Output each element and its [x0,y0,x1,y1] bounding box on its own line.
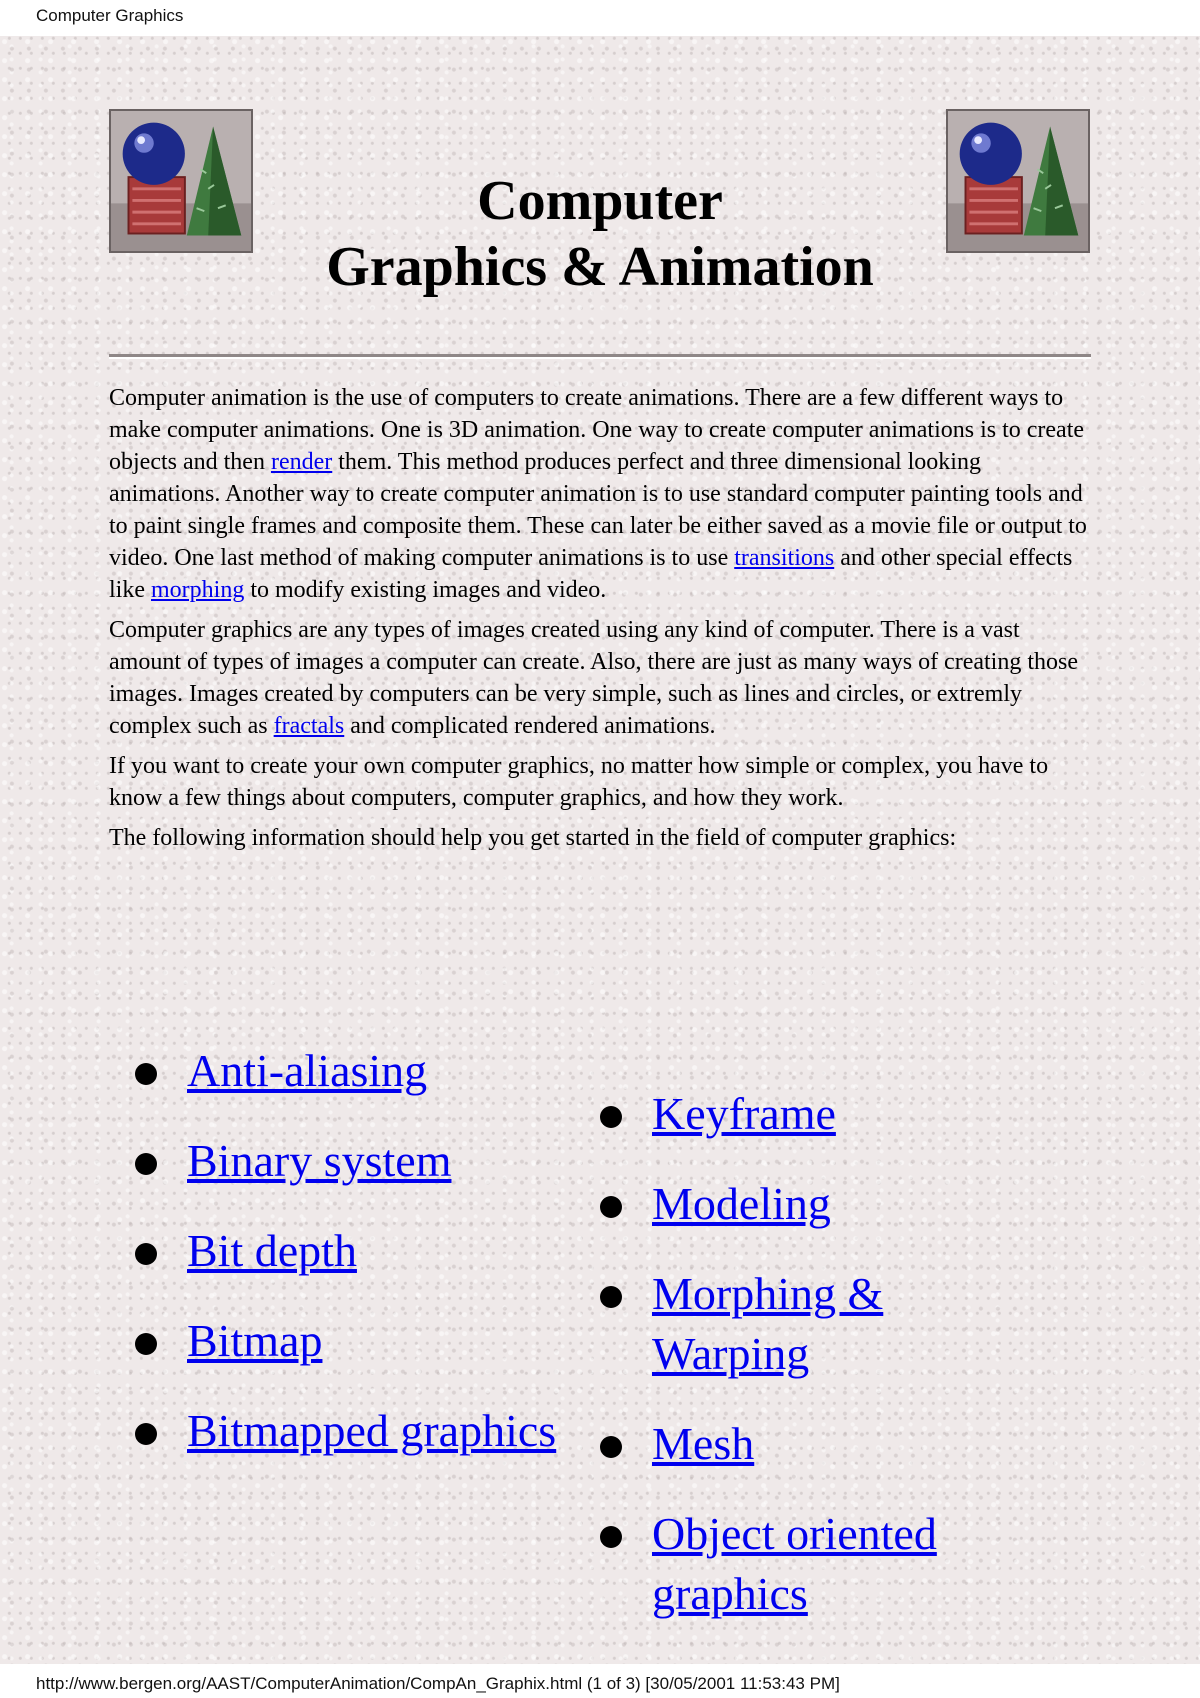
paragraph-create-your-own: If you want to create your own computer graphics, no matter how simple or complex, you have to know a few things about computers, computer graphics, and how they work. [109,753,1049,811]
print-page-title: Computer Graphics [36,6,184,25]
list-item [600,1504,1040,1624]
bullet-icon [135,1153,157,1175]
list-item [135,1131,575,1191]
topic-list-left [135,1041,575,1491]
list-item [135,1311,575,1371]
topic-link-morphing-warping[interactable]: Morphing & Warping [652,1268,884,1379]
article-body [109,382,1097,862]
bullet-icon [600,1196,622,1218]
page-content [0,36,1200,1664]
list-item [135,1401,575,1461]
paragraph-text: Computer graphics are any types of images created using any kind of computer. There is a vast amount of types of images a computer can create. Also, there are just as many ways of creating those images. Images created by computers can be very simple, such as lines and circles, or extremly complex such as [109,617,1078,739]
bullet-icon [135,1063,157,1085]
list-item [600,1414,1040,1474]
topic-link-object-oriented-graphics[interactable]: Object oriented graphics [652,1508,937,1619]
render-link[interactable]: render [270,449,333,475]
topic-link-bit-depth[interactable]: Bit depth [187,1225,357,1276]
bullet-icon [600,1286,622,1308]
topic-link-keyframe[interactable]: Keyframe [652,1088,836,1139]
bullet-icon [600,1526,622,1548]
topic-link-modeling[interactable]: Modeling [652,1178,831,1229]
bullet-icon [135,1423,157,1445]
topic-link-anti-aliasing[interactable]: Anti-aliasing [187,1045,428,1096]
bullet-icon [600,1106,622,1128]
paragraph-text: to modify existing images and video. [244,577,607,603]
paragraph-text: Computer animation is the use of computers to create animations. There are a few different ways to make computer animations. One is 3D animation. One way to create computer animations is to create objects and then [109,385,1085,475]
fractals-link[interactable]: fractals [273,713,345,739]
topic-link-bitmapped-graphics[interactable]: Bitmapped graphics [187,1405,557,1456]
topic-link-binary-system[interactable]: Binary system [187,1135,452,1186]
bullet-icon [600,1436,622,1458]
morphing-link[interactable]: morphing [151,577,245,603]
bullet-icon [135,1333,157,1355]
paragraph-text: them. This method produces perfect and three dimensional looking animations. Another way to create computer animation is to use standard computer painting tools and to paint single frames and composite them. These can later be either saved as a movie file or output to video. One last method of making computer animations is to use [109,449,1087,571]
bullet-icon [135,1243,157,1265]
topic-link-bitmap[interactable]: Bitmap [187,1315,323,1366]
paragraph-following-info: The following information should help you get started in the field of computer graphics: [109,825,957,851]
horizontal-divider [109,354,1091,359]
list-item [600,1264,1040,1384]
list-item [135,1221,575,1281]
paragraph-computer-animation [109,382,1097,606]
print-page-url-footer: http://www.bergen.org/AAST/ComputerAnimation/CompAn_Graphix.html (1 of 3) [30/05/2001 11:53:43 PM] [36,1674,840,1693]
page-title [200,168,1000,300]
list-item [135,1041,575,1101]
transitions-link[interactable]: transitions [734,545,835,571]
paragraph-text: and complicated rendered animations. [344,713,716,739]
paragraph-text: and other special effects like [109,545,1073,603]
paragraph-computer-graphics [109,614,1097,742]
page-title-line2: Graphics & Animation [326,236,874,298]
list-item [600,1174,1040,1234]
list-item [600,1084,1040,1144]
topic-link-mesh[interactable]: Mesh [652,1418,755,1469]
topic-list-right [600,1084,1040,1654]
page-title-line1: Computer [477,170,723,232]
